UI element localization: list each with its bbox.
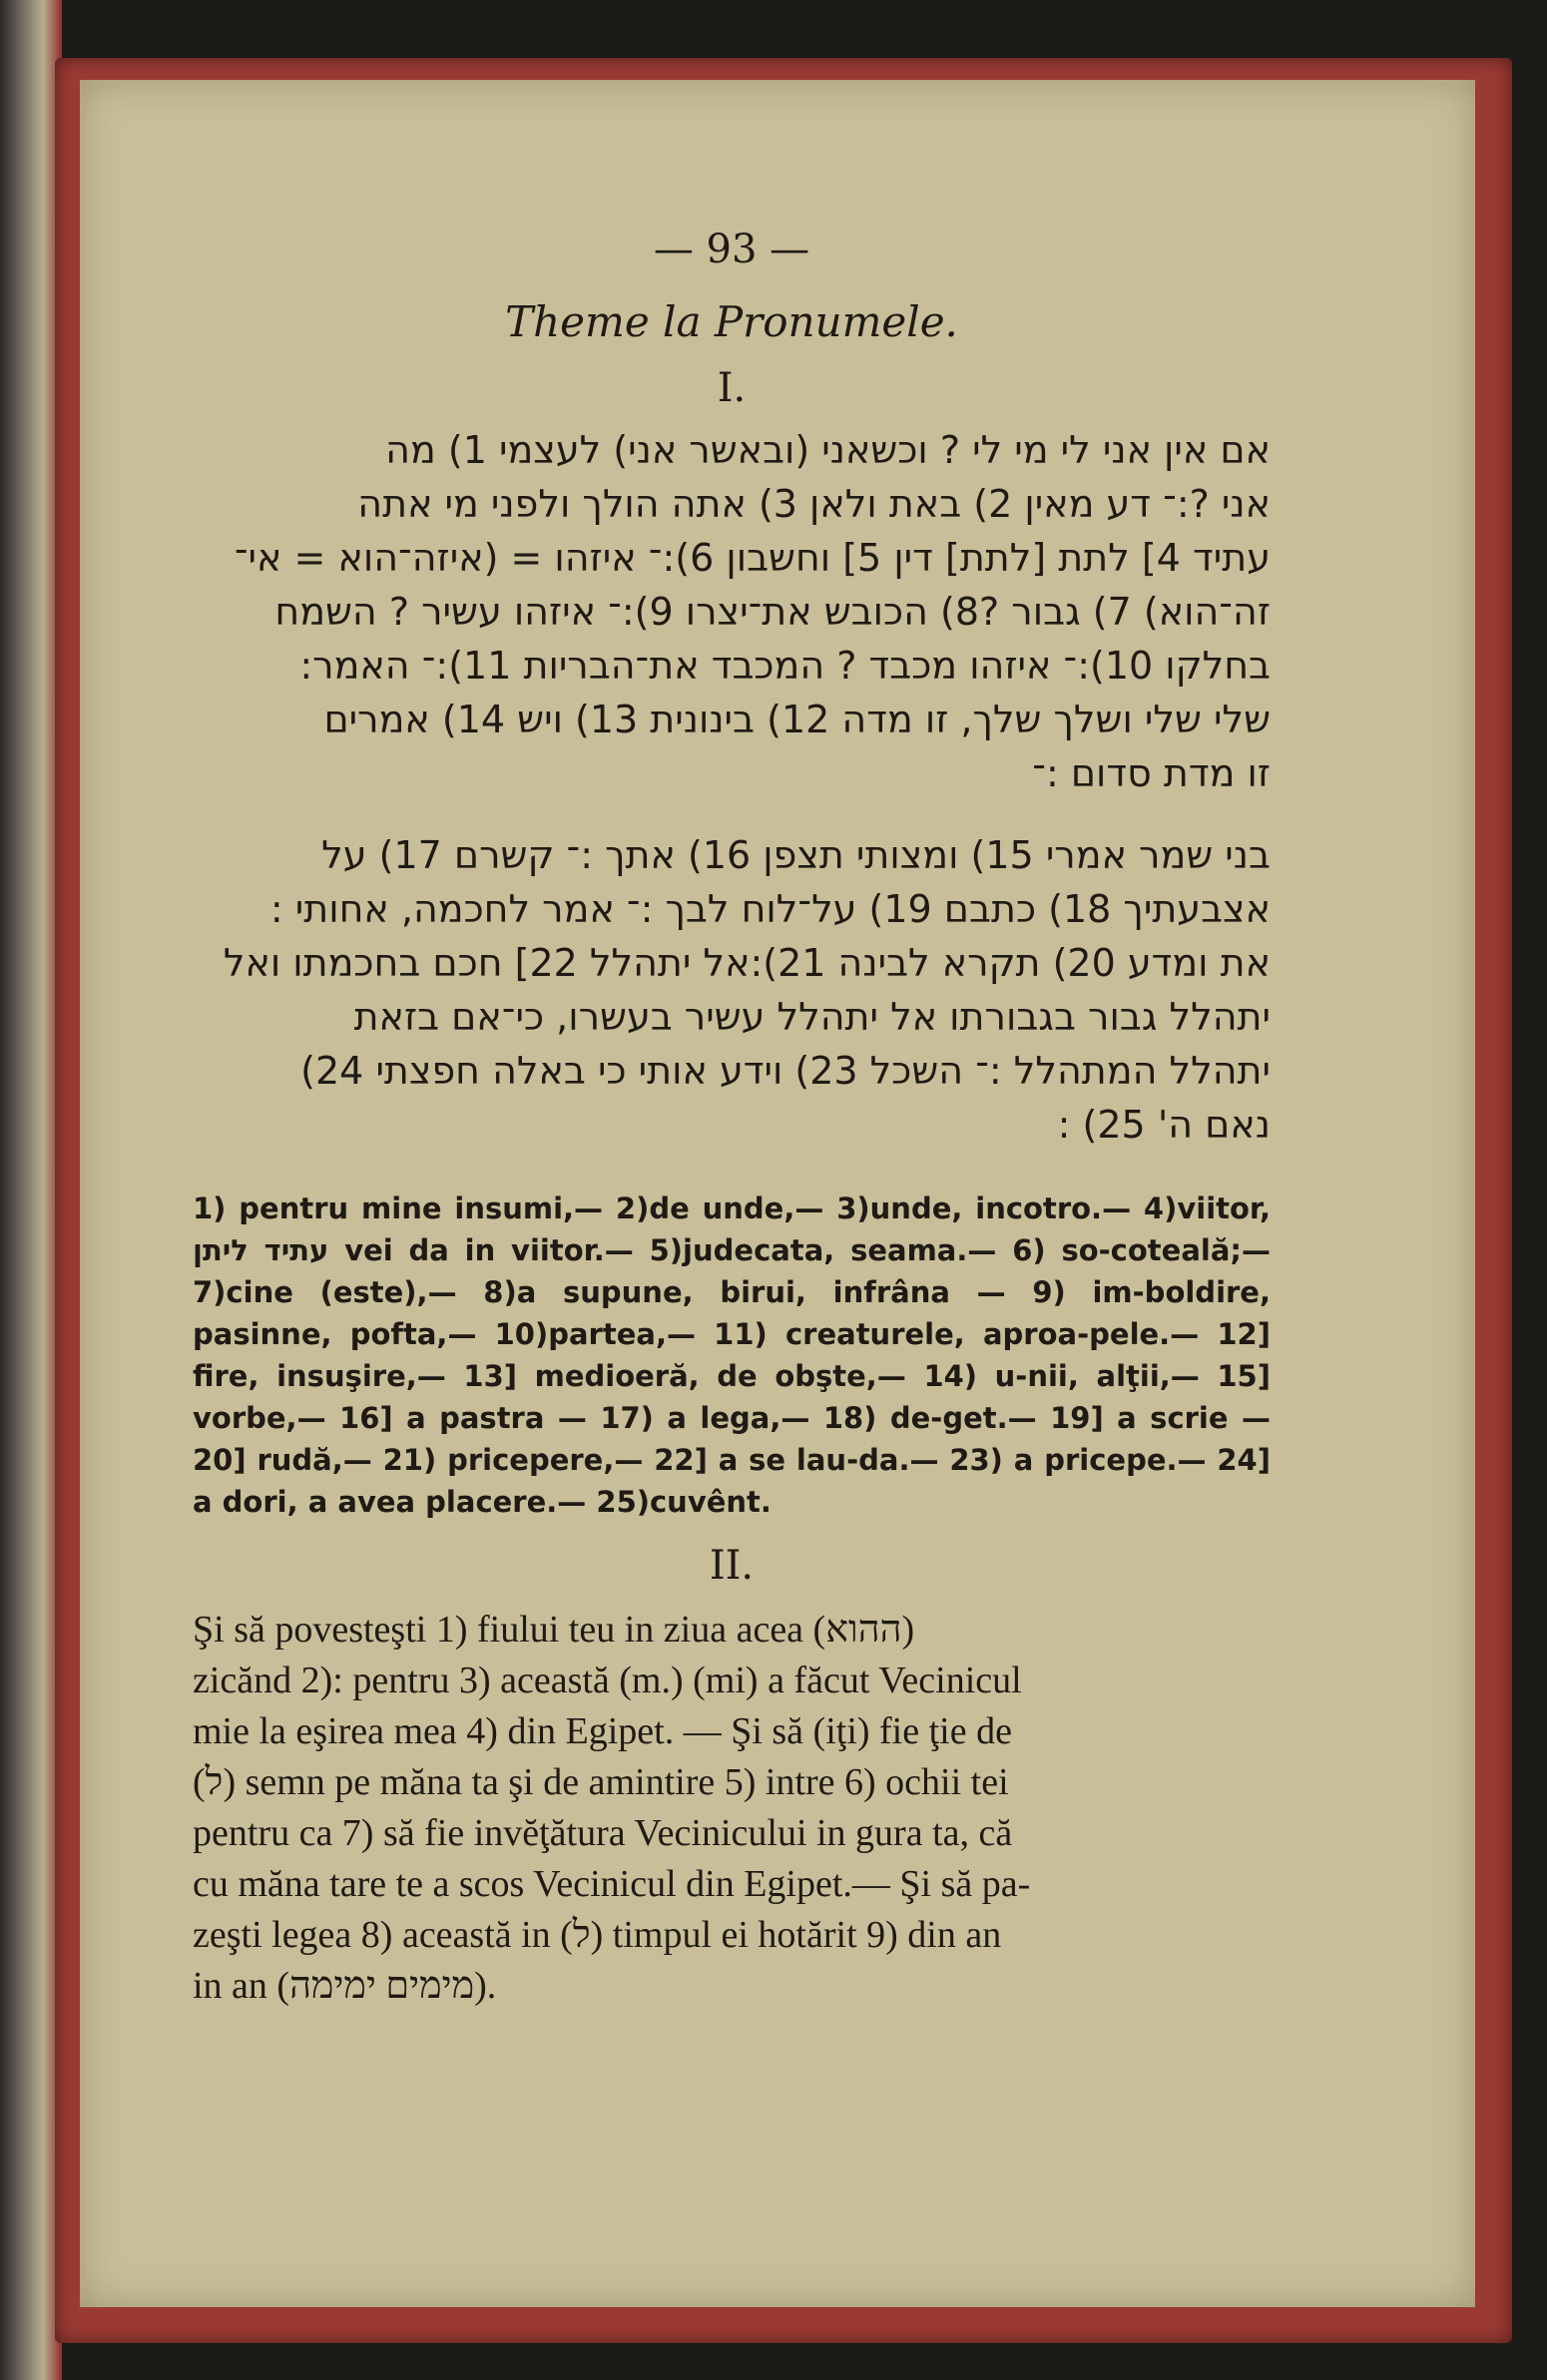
hebrew-line: יתהלל המתהלל :־ השכל 23) וידע אותי כי באלה חפצתי 24) — [300, 1049, 1271, 1093]
hebrew-line: שלי שלי ושלך שלך, זו מדה 12) בינונית 13) ויש 14) אמרים — [323, 698, 1271, 741]
page-number: — 93 — — [653, 227, 810, 272]
romanian-line: in an (מימים ימימה). — [193, 1965, 497, 2007]
romanian-line: Şi să povesteşti 1) fiului teu in ziua acea (ההוא) — [193, 1609, 915, 1651]
romanian-line: (ל) semn pe măna ta şi de amintire 5) intre 6) ochii tei — [193, 1761, 1009, 1803]
hebrew-line: זו מדת סדום :־ — [1032, 751, 1271, 795]
romanian-line: zeşti legea 8) această in (ל) timpul ei hotărit 9) din an — [193, 1914, 1002, 1956]
romanian-line: cu măna tare te a scos Vecinicul din Egipet.— Şi să pa- — [193, 1863, 1031, 1905]
book-page — [80, 80, 1475, 2307]
left-page-edge — [0, 0, 62, 2380]
section-title: Theme la Pronumele. — [505, 297, 958, 346]
hebrew-line: אם אין אני לי מי לי ? וכשאני (ובאשר אני) לעצמי 1) מה — [385, 428, 1271, 472]
vocabulary-notes: 1) pentru mine insumi,— 2)de unde,— 3)unde, incotro.— 4)viitor, עתיד ליתן vei da in viitor.— 5)judecata, seama.— 6) so-coteală;— 7)cine (este),— 8)a supune, birui, infrâna — 9) im-boldire, pasinne, pofta,— 10)partea,— 11) creaturele, aproa-pele.— 12] fire, insuşire,— 13] medioeră, de obşte,— 14) u-nii, alţii,— 15] vorbe,— 16] a pastra — 17) a lega,— 18) de-get.— 19] a scrie — 20] rudă,— 21) pricepere,— 22] a se lau-da.— 23) a pricepe.— 24] a dori, a avea placere.— 25)cuvênt. — [193, 1191, 1271, 1519]
romanian-line: pentru ca 7) să fie invĕţătura Vecinicului in gura ta, că — [193, 1812, 1013, 1854]
hebrew-line: את ומדע 20) תקרא לבינה 21):אל יתהלל 22] חכם בחכמתו ואל — [223, 941, 1271, 985]
hebrew-passage-1 — [193, 423, 1271, 800]
romanian-passage — [193, 1605, 1271, 2012]
hebrew-line: בני שמר אמרי 15) ומצותי תצפן 16) אתך :־ קשרם 17) על — [321, 833, 1271, 877]
hebrew-line: בחלקו 10):־ איזהו מכבד ? המכבד את־הבריות 11):־ האמר: — [299, 644, 1271, 688]
hebrew-line: יתהלל גבור בגבורתו אל יתהלל עשיר בעשרו, כי־אם בזאת — [353, 995, 1271, 1039]
section-1-numeral: I. — [717, 365, 747, 411]
romanian-line: mie la eşirea mea 4) din Egipet. — Şi să (iţi) fie ţie de — [193, 1710, 1012, 1752]
section-2-numeral: II. — [709, 1543, 755, 1589]
romanian-line: zicănd 2): pentru 3) această (m.) (mi) a făcut Vecinicul — [193, 1660, 1022, 1701]
hebrew-line: אני ?:־ דע מאין 2) באת ולאן 3) אתה הולך ולפני מי אתה — [357, 482, 1271, 526]
hebrew-line: עתיד 4] לתת [לתת] דין 5] וחשבון 6):־ איזהו = (איזה־הוא = אי־ — [234, 536, 1271, 580]
hebrew-line: נאם ה' 25) : — [1057, 1103, 1271, 1147]
hebrew-line: אצבעתיך 18) כתבם 19) על־לוח לבך :־ אמר לחכמה, אחותי : — [269, 887, 1271, 931]
page-content — [193, 220, 1271, 2012]
hebrew-line: זה־הוא) 7) גבור ?8) הכובש את־יצרו 9):־ איזהו עשיר ? השמח — [274, 590, 1271, 634]
hebrew-passage-2 — [193, 828, 1271, 1152]
